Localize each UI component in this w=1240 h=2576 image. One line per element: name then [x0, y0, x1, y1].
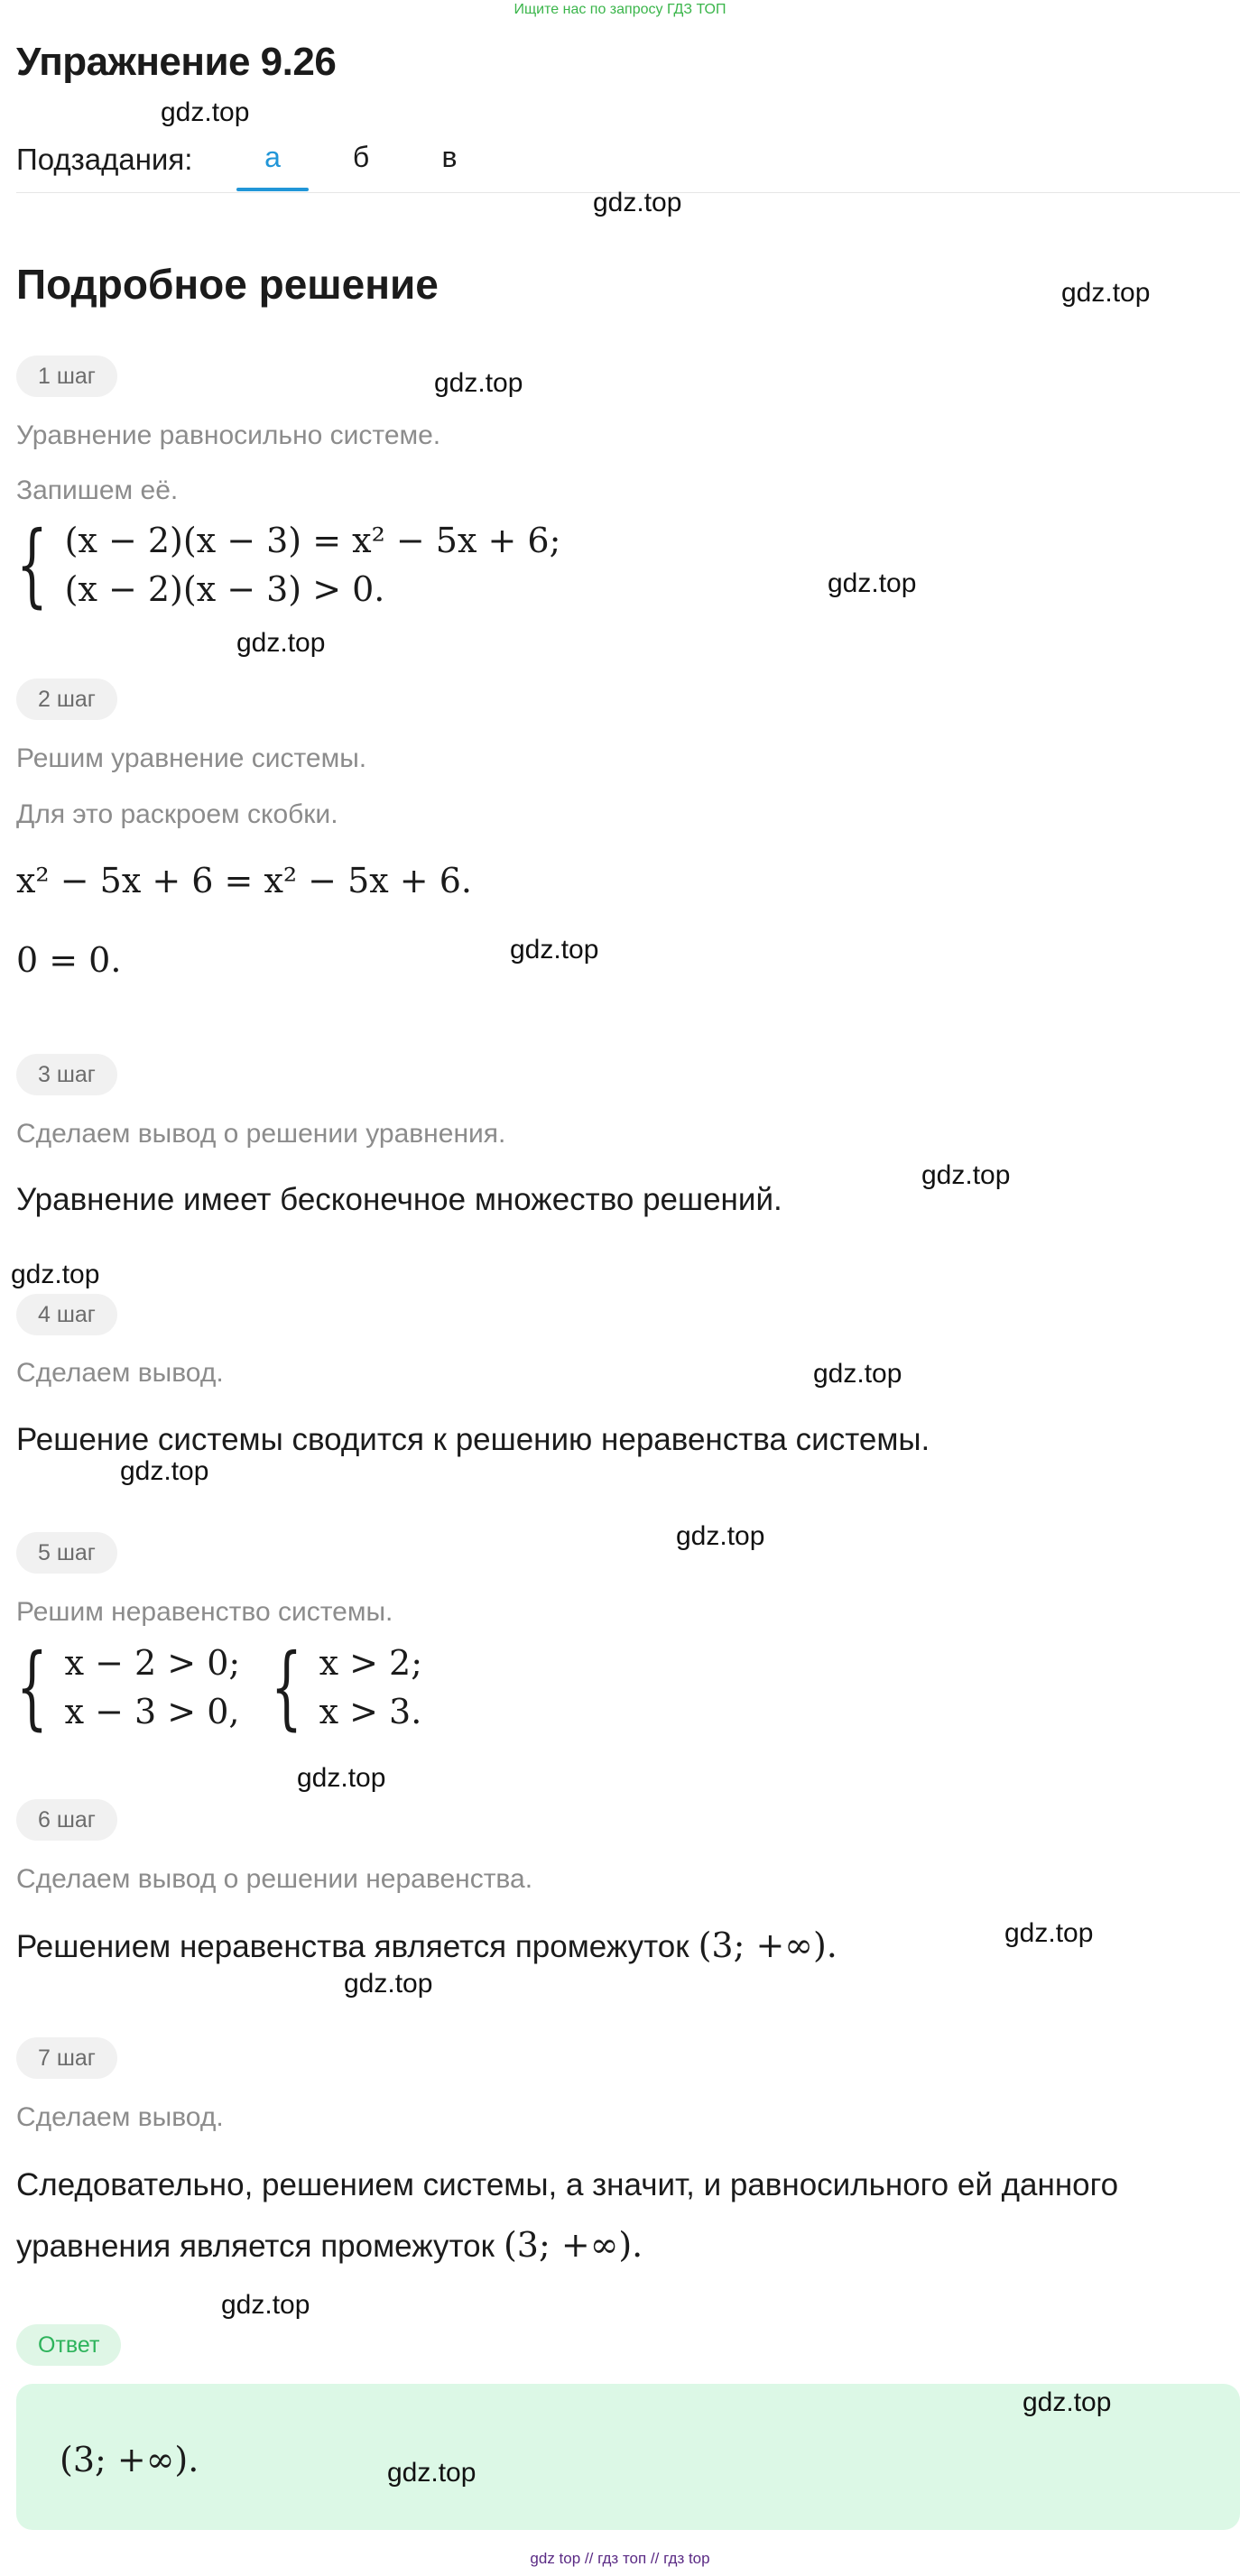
step-7-result-row — [16, 2225, 643, 2265]
step-6-result-math: (3; +∞). — [698, 1925, 837, 1965]
step-1-system — [16, 512, 561, 617]
step-1-badge: 1 шаг — [16, 355, 117, 397]
tab-subtask-v[interactable]: в — [441, 141, 458, 173]
step-1-text-1: Уравнение равносильно системе. — [16, 420, 441, 450]
step-7-result-line-1: Следовательно, решением системы, а значит, и равносильного ей данного — [16, 2167, 1119, 2202]
tab-subtask-a[interactable]: а — [264, 141, 281, 173]
watermark: gdz.top — [120, 1456, 209, 1486]
watermark: gdz.top — [1061, 278, 1151, 308]
watermark: gdz.top — [1023, 2387, 1112, 2417]
step-5-badge: 5 шаг — [16, 1532, 117, 1574]
footer-links[interactable]: gdz top // гдз топ // гдз top — [530, 2550, 710, 2567]
watermark: gdz.top — [828, 568, 917, 598]
step-7-badge: 7 шаг — [16, 2037, 117, 2079]
step-3-text-1: Сделаем вывод о решении уравнения. — [16, 1119, 506, 1149]
watermark: gdz.top — [676, 1521, 765, 1551]
brace-symbol: { — [16, 1634, 48, 1740]
watermark: gdz.top — [434, 368, 523, 398]
promo-banner[interactable]: Ищите нас по запросу ГДЗ ТОП — [514, 2, 726, 17]
step-1-text-2: Запишем её. — [16, 475, 179, 505]
answer-value: (3; +∞). — [60, 2440, 199, 2479]
section-title: Подробное решение — [16, 261, 439, 308]
step-4-text-1: Сделаем вывод. — [16, 1358, 224, 1388]
answer-badge: Ответ — [16, 2324, 121, 2366]
step-7-result-math: (3; +∞). — [503, 2225, 643, 2265]
tab-subtask-b[interactable]: б — [352, 141, 370, 173]
watermark: gdz.top — [297, 1763, 386, 1793]
subtasks-label: Подзадания: — [16, 143, 193, 176]
brace-symbol: { — [271, 1634, 302, 1740]
watermark: gdz.top — [11, 1260, 100, 1289]
step-5-system-right — [271, 1634, 423, 1740]
watermark: gdz.top — [387, 2458, 477, 2488]
step-4-badge: 4 шаг — [16, 1294, 117, 1335]
brace-symbol: { — [16, 512, 48, 617]
step-6-result-row — [16, 1925, 837, 1965]
watermark: gdz.top — [813, 1359, 902, 1389]
system-line: (x − 2)(x − 3) = x² − 5x + 6; — [64, 521, 561, 560]
step-7-result-line-2: уравнения является промежуток — [16, 2229, 495, 2264]
watermark: gdz.top — [221, 2290, 310, 2320]
page-title: Упражнение 9.26 — [16, 40, 337, 84]
system-line: (x − 2)(x − 3) > 0. — [64, 569, 385, 609]
step-5-system-left — [16, 1634, 241, 1740]
watermark: gdz.top — [921, 1160, 1011, 1190]
system-line: x > 2; — [319, 1643, 423, 1683]
step-2-text-2: Для это раскроем скобки. — [16, 799, 338, 829]
watermark: gdz.top — [510, 935, 599, 965]
watermark: gdz.top — [161, 97, 250, 127]
step-3-badge: 3 шаг — [16, 1054, 117, 1095]
active-tab-indicator — [236, 188, 309, 191]
step-6-badge: 6 шаг — [16, 1799, 117, 1841]
watermark: gdz.top — [1004, 1918, 1094, 1948]
step-5-text-1: Решим неравенство системы. — [16, 1597, 393, 1627]
system-line: x − 2 > 0; — [64, 1643, 241, 1683]
step-3-result: Уравнение имеет бесконечное множество решений. — [16, 1182, 782, 1217]
step-2-equation-1: x² − 5x + 6 = x² − 5x + 6. — [16, 861, 472, 900]
step-2-text-1: Решим уравнение системы. — [16, 743, 367, 773]
watermark: gdz.top — [593, 188, 682, 217]
watermark: gdz.top — [236, 628, 326, 658]
system-line: x > 3. — [319, 1692, 422, 1731]
system-line: x − 3 > 0, — [64, 1692, 240, 1731]
step-7-text-1: Сделаем вывод. — [16, 2102, 224, 2132]
step-2-equation-2: 0 = 0. — [16, 940, 122, 980]
step-6-result: Решением неравенства является промежуток — [16, 1929, 689, 1964]
step-2-badge: 2 шаг — [16, 679, 117, 720]
step-6-text-1: Сделаем вывод о решении неравенства. — [16, 1864, 533, 1894]
watermark: gdz.top — [344, 1969, 433, 1999]
step-4-result: Решение системы сводится к решению неравенства системы. — [16, 1422, 930, 1457]
